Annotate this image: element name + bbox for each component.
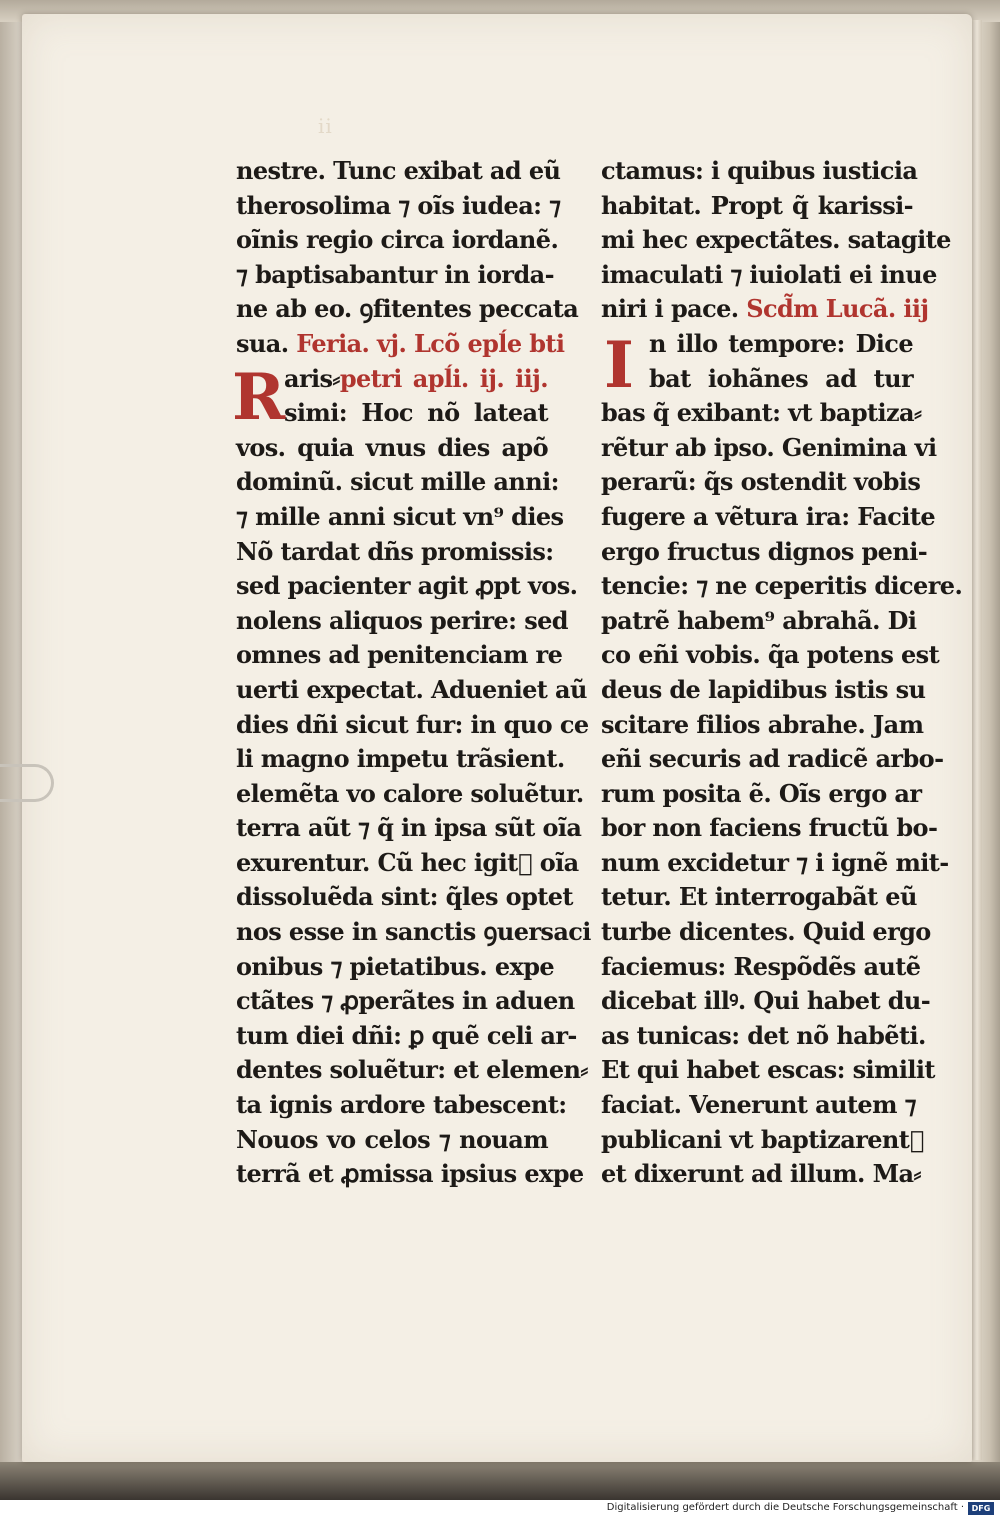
text-line xyxy=(236,1088,567,1123)
line-text: li magno impetu trãsient. xyxy=(236,744,565,774)
footer-credit: Digitalisierung gefördert durch die Deutsche Forschungsgemeinschaft · xyxy=(606,1502,964,1513)
footer-bar xyxy=(0,1500,1000,1518)
line-text: terra aũt ⁊ q̃ in ipsa sũt oĩa xyxy=(236,813,582,843)
text-line xyxy=(601,154,918,189)
line-text: eñi securis ad radicẽ arbo- xyxy=(601,744,944,774)
line-text: ergo fructus dignos peni- xyxy=(601,536,928,566)
line-text: oĩnis regio circa iordanẽ. xyxy=(236,225,559,255)
text-line xyxy=(236,154,561,189)
text-line xyxy=(236,223,559,258)
line-text: nos esse in sanctis ꝯuersaci xyxy=(236,917,591,947)
line-text: bat iohãnes ad tur xyxy=(649,363,913,393)
line-text: terrã et ꝓmissa ipsius expe xyxy=(236,1159,584,1189)
text-line xyxy=(236,1123,548,1158)
line-text: Et qui habet escas: similit xyxy=(601,1055,935,1085)
text-line xyxy=(601,189,913,224)
line-text: et dixerunt ad illum. Ma⸗ xyxy=(601,1159,921,1189)
line-text: faciemus: Respõdẽs autẽ xyxy=(601,951,921,981)
line-text: onibus ⁊ pietatibus. expe xyxy=(236,951,555,981)
line-text: ctamus: i quibus iusticia xyxy=(601,156,918,185)
text-line xyxy=(601,777,922,812)
text-line xyxy=(601,880,917,915)
text-line xyxy=(236,984,575,1019)
text-line xyxy=(236,569,578,604)
scan-bottom-edge xyxy=(0,1462,1000,1500)
text-line xyxy=(601,396,922,431)
text-line xyxy=(236,500,564,535)
dfg-logo: DFG xyxy=(968,1502,994,1515)
line-text: scitare filios abrahe. Jam xyxy=(601,709,924,739)
text-line xyxy=(601,362,913,397)
text-line xyxy=(236,327,565,362)
text-line xyxy=(601,604,917,639)
rubric-text: Feria. vj. Lcõ epĺe bti xyxy=(296,328,565,358)
text-line xyxy=(236,811,582,846)
line-text: dies dñi sicut fur: in quo ce xyxy=(236,709,589,739)
line-text: omnes ad penitenciam re xyxy=(236,640,563,670)
line-text: publicani vt baptizarent᷑ xyxy=(601,1124,924,1154)
foliation-number: ii xyxy=(318,114,333,138)
line-text: num excidetur ⁊ i ignẽ mit- xyxy=(601,847,949,877)
line-text: perarũ: q̃s ostendit vobis xyxy=(601,467,921,497)
line-text: dominũ. sicut mille anni: xyxy=(236,467,559,497)
text-line xyxy=(601,327,913,362)
text-line xyxy=(601,569,963,604)
text-line xyxy=(601,1019,926,1054)
line-text: ⁊ mille anni sicut vn⁹ dies xyxy=(236,501,564,531)
text-line xyxy=(236,189,561,224)
text-line xyxy=(601,1123,924,1158)
text-line xyxy=(601,431,937,466)
text-line xyxy=(236,258,554,293)
text-line xyxy=(601,708,924,743)
text-line xyxy=(601,500,935,535)
line-text: sua. xyxy=(236,328,297,358)
line-text: patrẽ habem⁹ abrahã. Di xyxy=(601,605,917,635)
line-text: exurentur. Cũ hec igit᷑ oĩa xyxy=(236,847,579,877)
line-text: niri i pace. xyxy=(601,294,747,324)
text-line xyxy=(601,465,921,500)
paper-clip-icon xyxy=(0,764,54,802)
rubric-text: Scd̃m Lucã. iij xyxy=(746,294,929,324)
text-line xyxy=(236,708,589,743)
line-text: nolens aliquos perire: sed xyxy=(236,605,568,635)
text-line xyxy=(601,1053,935,1088)
text-line xyxy=(601,673,926,708)
line-text: simi: Hoc nõ lateat xyxy=(284,398,548,428)
text-line xyxy=(601,1157,921,1192)
line-text: turbe dicentes. Quid ergo xyxy=(601,917,931,947)
line-text: tum diei dñi: ꝑ quẽ celi ar- xyxy=(236,1020,577,1050)
text-line xyxy=(601,915,931,950)
line-text: sed pacienter agit ꝓpt vos. xyxy=(236,571,578,601)
left-column-lines xyxy=(236,154,591,1192)
line-text: bas q̃ exibant: vt baptiza⸗ xyxy=(601,398,922,428)
text-line xyxy=(601,950,921,985)
text-line xyxy=(601,223,951,258)
text-line xyxy=(601,258,937,293)
line-text: bor non faciens fructũ bo- xyxy=(601,813,938,843)
line-text: imaculati ⁊ iuiolati ei inue xyxy=(601,259,937,289)
text-line xyxy=(601,535,928,570)
line-text: aris⸗ xyxy=(284,363,340,393)
line-text: fugere a vẽtura ira: Facite xyxy=(601,501,935,531)
page-edge xyxy=(972,20,982,1460)
right-initial-letter: I xyxy=(604,328,634,403)
line-text: mi hec expectãtes. satagite xyxy=(601,225,951,255)
text-line xyxy=(601,811,938,846)
line-text: nestre. Tunc exibat ad eũ xyxy=(236,156,561,185)
line-text: uerti expectat. Adueniet aũ xyxy=(236,674,587,704)
text-line xyxy=(601,984,931,1019)
line-text: ⁊ baptisabantur in iorda- xyxy=(236,259,554,289)
line-text: dentes soluẽtur: et elemen⸗ xyxy=(236,1055,588,1085)
rubric-text: petri apĺi. ij. iij. xyxy=(339,363,548,393)
text-line xyxy=(236,1053,588,1088)
text-line xyxy=(236,950,555,985)
left-text-column xyxy=(232,154,591,1192)
text-line xyxy=(236,915,591,950)
line-text: ta ignis ardore tabescent: xyxy=(236,1090,567,1120)
text-line xyxy=(236,604,568,639)
text-line xyxy=(601,292,929,327)
text-line xyxy=(236,1019,577,1054)
text-line xyxy=(236,742,565,777)
line-text: ne ab eo. ꝯfitentes peccata xyxy=(236,294,579,324)
line-text: rum posita ẽ. Oĩs ergo ar xyxy=(601,778,922,808)
line-text: n illo tempore: Dice xyxy=(649,328,913,358)
line-text: therosolima ⁊ oĩs iudea: ⁊ xyxy=(236,190,561,220)
line-text: vos. quia vnus dies apõ xyxy=(236,432,548,462)
line-text: deus de lapidibus istis su xyxy=(601,674,926,704)
line-text: tetur. Et interrogabãt eũ xyxy=(601,882,917,912)
text-line xyxy=(601,846,949,881)
right-column-lines xyxy=(601,154,963,1192)
text-line xyxy=(236,777,584,812)
right-text-column xyxy=(601,154,963,1192)
line-text: tencie: ⁊ ne ceperitis dicere. xyxy=(601,571,963,601)
left-initial-letter: R xyxy=(232,360,286,435)
text-line xyxy=(236,673,587,708)
line-text: elemẽta vo calore soluẽtur. xyxy=(236,778,584,808)
line-text: as tunicas: det nõ habẽti. xyxy=(601,1020,926,1050)
text-line xyxy=(236,880,573,915)
text-line xyxy=(236,535,554,570)
text-line xyxy=(236,638,563,673)
text-line xyxy=(236,846,579,881)
line-text: faciat. Venerunt autem ⁊ xyxy=(601,1090,916,1120)
text-line xyxy=(601,1088,916,1123)
text-line xyxy=(236,1157,584,1192)
line-text: ctãtes ⁊ ꝓperãtes in aduen xyxy=(236,986,575,1016)
text-line xyxy=(236,292,579,327)
line-text: co eñi vobis. q̃a potens est xyxy=(601,640,940,670)
text-line xyxy=(601,638,940,673)
text-line xyxy=(236,431,548,466)
line-text: Nõ tardat dñs promissis: xyxy=(236,536,554,566)
line-text: dicebat illꝰ. Qui habet du- xyxy=(601,986,931,1016)
line-text: habitat. Propt q̃ karissi- xyxy=(601,190,913,220)
text-line xyxy=(236,465,559,500)
line-text: rẽtur ab ipso. Genimina vi xyxy=(601,432,937,462)
text-line xyxy=(601,742,944,777)
line-text: Nouos vo celos ⁊ nouam xyxy=(236,1124,548,1154)
line-text: dissoluẽda sint: q̃les optet xyxy=(236,882,573,912)
